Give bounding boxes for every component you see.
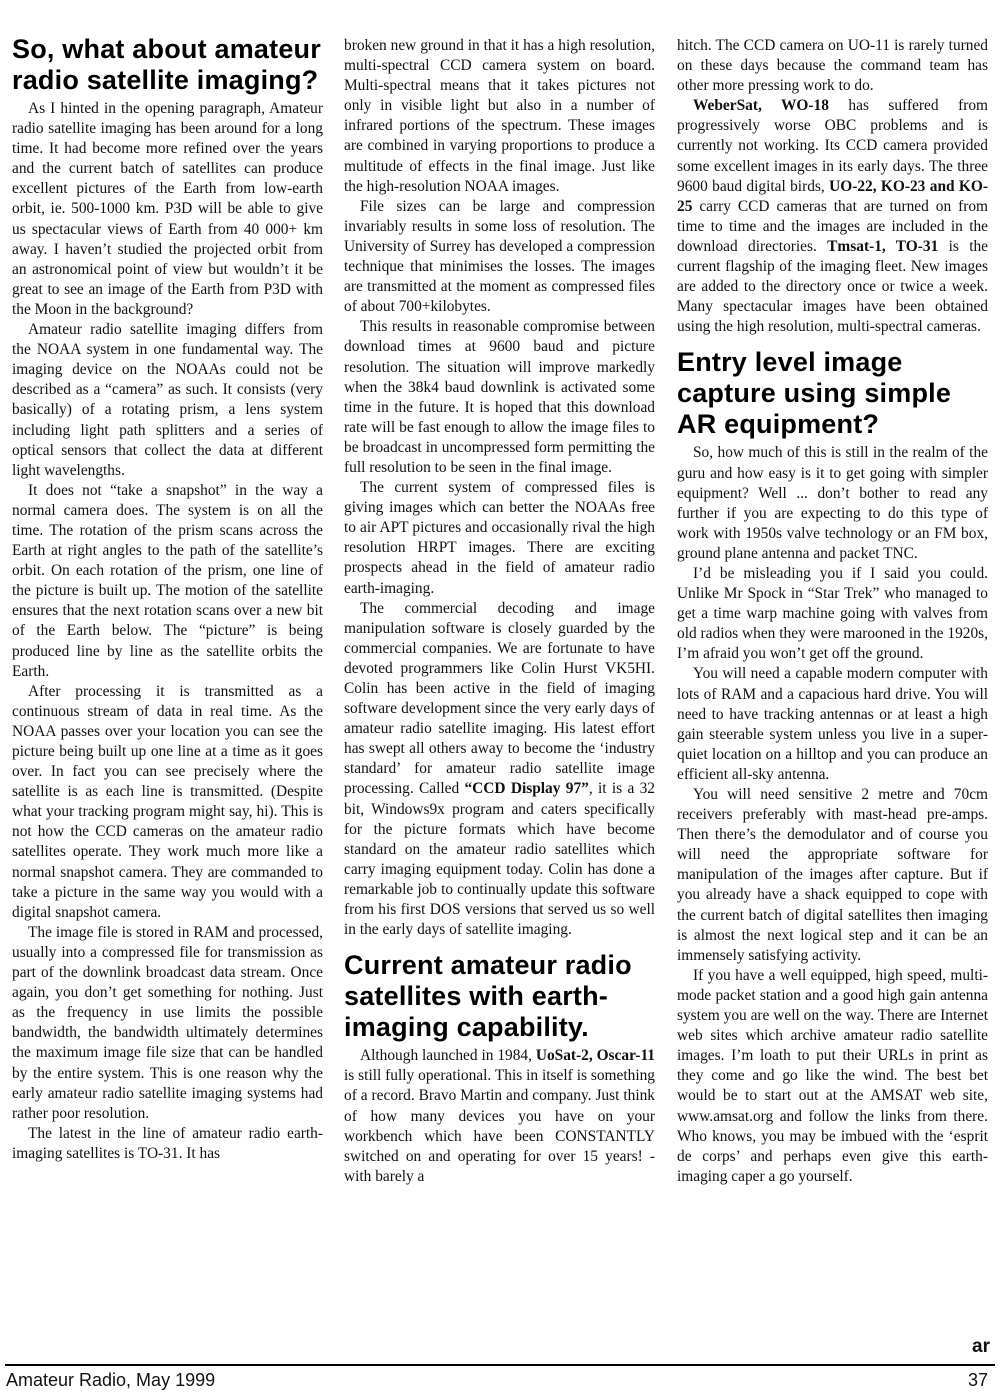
software-name: “CCD Display 97” xyxy=(464,780,589,798)
heading-current-satellites: Current amateur radio satellites with earth-imaging capability. xyxy=(344,950,632,1043)
paragraph: It does not “take a snapshot” in the way a normal camera does. The system is on all the time. The rotation of the prism scans across the Earth at right angles to the path of the satellite’s orbit. On each rotation of the prism, one line of the picture is built up. The motion of the satellite ensures that the next rotation scans over a new bit of the Earth below. The “picture” is being produced line by line as the satellite orbits the Earth. xyxy=(12,481,323,680)
satellite-name: Tmsat-1, TO-31 xyxy=(827,237,939,255)
satellite-name: UoSat-2, Oscar-11 xyxy=(535,1047,655,1065)
text-run: carry CCD cameras that are turned on from time to time and the images are included in the download directories. xyxy=(677,197,988,255)
column-1 xyxy=(12,34,323,1164)
heading-satellite-imaging: So, what about amateur radio satellite imaging? xyxy=(12,34,321,95)
column-2 xyxy=(344,36,655,1187)
paragraph: File sizes can be large and compression invariably results in some loss of resolution. The University of Surrey has developed a compression technique that minimises the losses. The images are transmitted at the moment as compressed files of about 700+kilobytes. xyxy=(344,197,655,316)
paragraph xyxy=(677,96,988,337)
paragraph: Amateur radio satellite imaging differs from the NOAA system in one fundamental way. The imaging device on the NOAAs could not be described as a “camera” as such. It consists (very basically) of a rotating prism, a lens system including light path splitters and a series of optical sensors that collect the data at different light wavelengths. xyxy=(12,321,323,479)
page-number: 37 xyxy=(967,1370,988,1390)
text-run: The commercial decoding and image manipulation software is closely guarded by the commercial companies. We are fortunate to have devoted programmers like Colin Hurst VK5HI. Colin has been active in the field of imaging software development since the very early days of amateur radio satellite imaging. His latest effort has swept all others away to become the ‘industry standard’ for amateur radio satellite image processing. Called xyxy=(344,599,655,798)
paragraph: After processing it is transmitted as a continuous stream of data in real time. As the NOAA passes over your location you can see the picture being built up one line at a time as it goes over. In fact you can see precisely where the satellite is as each line is transmitted. (Despite what your tracking program might say, hi). This is not how the CCD cameras on the amateur radio satellites operate. They work much more like a normal snapshot camera. They are commanded to take a picture in the same way you would with a digital snapshot camera. xyxy=(12,682,323,921)
text-run: is still fully operational. This in itself is something of a record. Bravo Martin and company. Just think of how many devices you have on your workbench which have been CONSTANTLY switched on and operating for over 15 years! - with barely a xyxy=(344,1067,655,1185)
text-run: has suffered from progressively worse OBC problems and is currently not working. Its CCD camera provided some excellent images in its early days. The three 9600 baud digital birds, xyxy=(677,97,988,195)
paragraph: You will need sensitive 2 metre and 70cm receivers preferably with mast-head pre-amps. Then there’s the demodulator and of course you will need the appropriate software for manipulation of the images after capture. But if you already have a shack equipped to cope with the current batch of digital satellites then imaging is almost the next logical step and it can be an immensely satisfying activity. xyxy=(677,786,988,964)
paragraph: broken new ground in that it has a high resolution, multi-spectral CCD camera system on board. Multi-spectral means that it takes pictures not only in visible light but also in a number of infrared portions of the spectrum. These images are combined in varying proportions to produce a multitude of effects in the final image. Just like the high-resolution NOAA images. xyxy=(344,37,655,195)
paragraph: The latest in the line of amateur radio earth-imaging satellites is TO-31. It has xyxy=(12,1124,323,1162)
text-run: is the current flagship of the imaging fleet. New images are added to the directory once or twice a week. Many spectacular images have been obtained using the high resolution, multi-spectral cameras. xyxy=(677,237,988,336)
paragraph: hitch. The CCD camera on UO-11 is rarely turned on these days because the command team has other more pressing work to do. xyxy=(677,37,988,95)
satellite-name: WeberSat, WO-18 xyxy=(693,97,829,115)
paragraph: As I hinted in the opening paragraph, Amateur radio satellite imaging has been around for a long time. It had become more refined over the years and the current batch of satellites can produce excellent pictures of the Earth from low-earth orbit, ie. 500-1000 km. P3D will be able to give us spectacular views of Earth from 40 000+ km away. I haven’t studied the projected orbit from an astronomical point of view but wouldn’t it be great to see an image of the Earth from P3D with the Moon in the background? xyxy=(12,100,323,318)
paragraph xyxy=(344,1046,655,1187)
paragraph xyxy=(344,599,655,941)
footer-rule xyxy=(5,1364,995,1366)
paragraph: I’d be misleading you if I said you could. Unlike Mr Spock in “Star Trek” who managed to get a time warp machine going with valves from old radios when they were marooned in the 1920s, I’m afraid you won’t get off the ground. xyxy=(677,564,988,663)
footer-publication: Amateur Radio, May 1999 xyxy=(6,1370,216,1390)
end-of-article-mark: ar xyxy=(972,1336,990,1357)
heading-entry-level: Entry level image capture using simple AR equipment? xyxy=(677,347,952,440)
paragraph: The image file is stored in RAM and processed, usually into a compressed file for transmission as part of the downlink broadcast data stream. Once again, you don’t get something for nothing. Just as the frequency in use limits the possible bandwidth, the bandwidth ultimately determines the maximum image file size that can be handled by the entire system. This is one reason why the early amateur radio satellite imaging systems had rather poor resolution. xyxy=(12,923,323,1122)
paragraph: This results in reasonable compromise between download times at 9600 baud and picture resolution. The situation will improve markedly when the 38k4 baud downlink is activated some time in the future. It is hoped that this download rate will be fast enough to allow the image files to be broadcast in uncompressed form permitting the full resolution to be seen in the final image. xyxy=(344,318,655,476)
paragraph: You will need a capable modern computer with lots of RAM and a capacious hard drive. You will need to have tracking antennas or at least a high gain steerable system unless you live in a super-quiet location on a hilltop and you can produce an efficient all-sky antenna. xyxy=(677,665,988,783)
text-run: , it is a 32 bit, Windows9x program and caters specifically for the picture formats which have become standard on the amateur radio satellites which carry imaging equipment today. Colin has done a remarkable job to continually update this software from his first DOS versions that served us so well in the early days of satellite imaging. xyxy=(344,780,656,939)
paragraph: The current system of compressed files is giving images which can better the NOAAs free to air APT pictures and occasionally rival the high resolution HRPT images. There are exciting prospects ahead in the field of amateur radio earth-imaging. xyxy=(344,479,655,597)
paragraph: If you have a well equipped, high speed, multi-mode packet station and a good high gain antenna system you are well on the way. There are Internet web sites which archive amateur radio satellite images. I’m loath to put their URLs in print as they come and go like the wind. The best bet would be to start out at the AMSAT web site, www.amsat.org and follow the links from there. Who knows, you may be imbued with the ‘esprit de corps’ and perhaps even give this earth-imaging caper a go yourself. xyxy=(677,966,988,1185)
column-3 xyxy=(677,36,988,1187)
paragraph: So, how much of this is still in the realm of the guru and how easy is it to get going with simpler equipment? Well ... don’t bother to read any further if you are expecting to do this type of work with 1950s valve technology or an FM box, ground plane antenna and packet TNC. xyxy=(677,444,988,562)
text-run: Although launched in 1984, xyxy=(360,1047,536,1065)
satellite-name: UO-22, KO-23 and KO-25 xyxy=(677,177,988,215)
